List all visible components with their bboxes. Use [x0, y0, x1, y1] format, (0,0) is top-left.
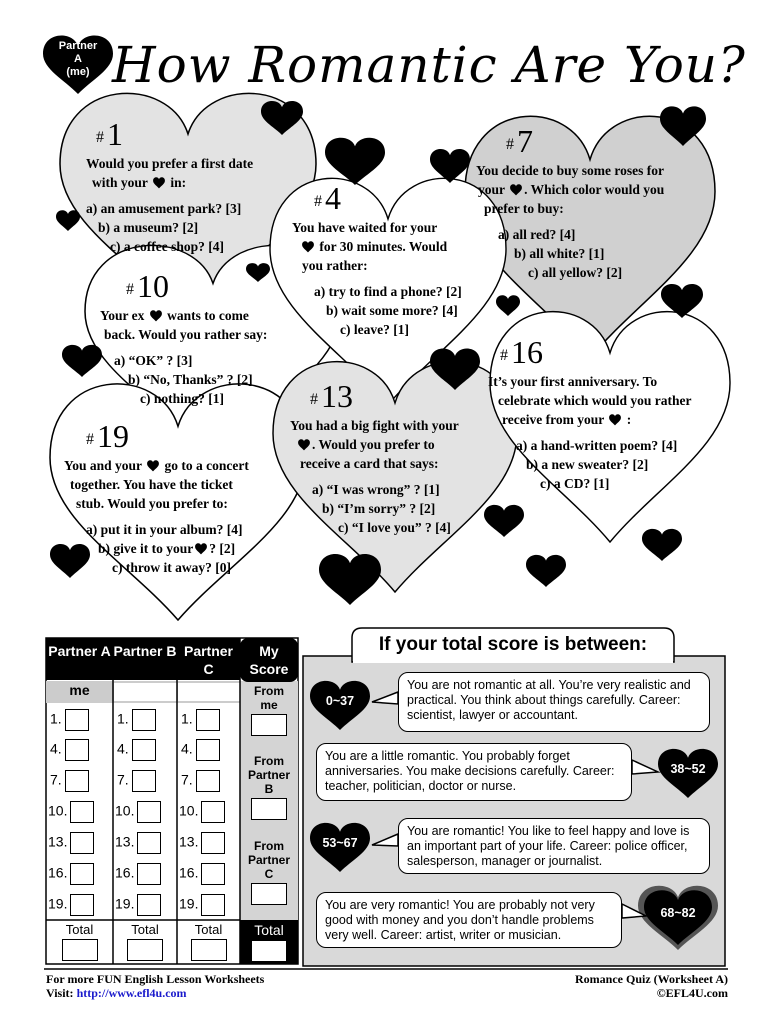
score-box-a[interactable]	[65, 739, 89, 761]
partner-a-badge	[44, 32, 112, 90]
row-label: 7.	[181, 771, 193, 788]
question-text: You and your	[64, 457, 142, 473]
option: ? [2]	[209, 540, 236, 556]
question-text: You had a big fight with your	[290, 417, 459, 433]
score-box-a[interactable]	[70, 832, 94, 854]
question-16: #16 It’s your first anniversary. To celebrate which would you rather receive from your : a) a hand-written poem? [4] b) a new sweater? [2] c) a CD? [1]	[488, 334, 692, 491]
question-text: with your	[92, 174, 148, 190]
score-box-b[interactable]	[132, 739, 156, 761]
from-label: me	[260, 698, 278, 712]
table-row	[48, 832, 94, 854]
score-box-a[interactable]	[70, 801, 94, 823]
score-box-a[interactable]	[65, 770, 89, 792]
total-box-b[interactable]	[127, 939, 163, 961]
from-label: From	[254, 684, 284, 698]
option: b) a new sweater? [2]	[526, 456, 649, 472]
result-range-2: 38~52	[670, 762, 706, 776]
question-10: #10 Your ex wants to come back. Would you rather say: a) “OK” ? [3] b) “No, Thanks” ? [2] c) nothing? [1]	[100, 268, 268, 406]
from-partner-b	[240, 754, 298, 820]
from-me	[240, 684, 298, 736]
total-box-my-score[interactable]	[251, 940, 287, 962]
question-number: 1	[107, 116, 123, 152]
score-box-a[interactable]	[70, 894, 94, 916]
footer-text: Romance Quiz (Worksheet A)	[575, 972, 728, 986]
question-text: for 30 minutes. Would	[319, 238, 448, 254]
question-text: Your ex	[100, 307, 145, 323]
table-row	[48, 894, 94, 916]
row-label: 1.	[181, 710, 193, 727]
heart-icon	[508, 183, 524, 195]
score-box-b[interactable]	[137, 801, 161, 823]
score-box-b[interactable]	[132, 709, 156, 731]
option: c) nothing? [1]	[140, 390, 224, 406]
question-text: receive from your	[502, 411, 604, 427]
row-label: 1.	[50, 710, 62, 727]
option: b) “I’m sorry” ? [2]	[322, 500, 436, 516]
question-text: in:	[170, 174, 187, 190]
total-b	[113, 922, 177, 961]
score-box-c[interactable]	[201, 863, 225, 885]
table-row	[181, 739, 220, 761]
result-range-3: 53~67	[322, 836, 358, 850]
option: a) “OK” ? [3]	[114, 352, 193, 368]
table-row	[115, 894, 161, 916]
table-row	[50, 739, 89, 761]
row-label: 4.	[117, 740, 129, 757]
row-label: 10.	[179, 802, 199, 819]
result-range-4: 68~82	[660, 906, 696, 920]
question-number: 19	[97, 418, 129, 454]
question-13: #13 You had a big fight with your . Would you prefer to receive a card that says: a) “I was wrong” ? [1] b) “I’m sorry” ? [2] c) “I love you” ? [4]	[290, 378, 459, 535]
option: a) an amusement park? [3]	[86, 200, 242, 216]
table-row	[179, 894, 225, 916]
heart-icon	[145, 459, 161, 471]
small-heart-icon	[319, 554, 381, 605]
row-label: 13.	[48, 833, 68, 850]
row-label: 10.	[115, 802, 135, 819]
table-row	[115, 863, 161, 885]
footer-text: For more FUN English Lesson Worksheets	[46, 972, 265, 986]
question-text: It’s your first anniversary. To	[488, 373, 658, 389]
row-label: 19.	[179, 895, 199, 912]
question-text: together. You have the ticket	[70, 476, 233, 492]
total-label: Total	[194, 922, 223, 937]
option: c) all yellow? [2]	[528, 264, 623, 280]
from-partner-c	[240, 839, 298, 905]
question-number: 10	[137, 268, 169, 304]
row-label: 16.	[115, 864, 135, 881]
badge-line: (me)	[66, 66, 90, 78]
question-19: #19 You and your go to a concert together. You have the ticket stub. Would you prefer to: a) put it in your album? [4] b) give it to your ? [2] c) throw it away? [0]	[64, 418, 249, 575]
table-row	[179, 832, 225, 854]
question-text: go to a concert	[164, 457, 249, 473]
option: c) leave? [1]	[340, 321, 409, 337]
heart-icon	[148, 309, 164, 321]
option: a) try to find a phone? [2]	[314, 283, 462, 299]
my-score-box-c[interactable]	[251, 883, 287, 905]
footer-left	[46, 972, 264, 1000]
from-label: From	[254, 839, 284, 853]
row-label: 7.	[50, 771, 62, 788]
total-box-a[interactable]	[62, 939, 98, 961]
option: a) “I was wrong” ? [1]	[312, 481, 440, 497]
option: a) a hand-written poem? [4]	[516, 437, 678, 453]
score-box-b[interactable]	[137, 832, 161, 854]
total-box-c[interactable]	[191, 939, 227, 961]
score-box-a[interactable]	[65, 709, 89, 731]
score-box-c[interactable]	[196, 739, 220, 761]
row-label: 1.	[117, 710, 129, 727]
table-row	[181, 709, 220, 731]
question-4: #4 You have waited for your for 30 minutes. Would you rather: a) try to find a phone? [2] b) wait some more? [4] c) leave? [1]	[292, 180, 462, 337]
option: b) give it to your	[98, 540, 194, 556]
question-text: your	[478, 181, 505, 197]
total-my-score	[240, 922, 298, 962]
footer-right	[575, 972, 728, 1000]
option: c) “I love you” ? [4]	[338, 519, 451, 535]
heart-icon	[300, 240, 316, 252]
my-score-box-b[interactable]	[251, 798, 287, 820]
small-heart-icon	[56, 210, 80, 231]
table-row	[117, 770, 156, 792]
score-box-b[interactable]	[137, 863, 161, 885]
option: b) a museum? [2]	[98, 219, 199, 235]
question-text: back. Would you rather say:	[104, 326, 268, 342]
result-range-1: 0~37	[325, 694, 355, 708]
from-label: B	[264, 782, 274, 796]
table-row	[117, 709, 156, 731]
total-c	[177, 922, 240, 961]
from-label: C	[264, 867, 274, 881]
option: a) put it in your album? [4]	[86, 521, 243, 537]
table-row	[115, 801, 161, 823]
score-box-c[interactable]	[201, 801, 225, 823]
question-text: prefer to buy:	[484, 200, 564, 216]
total-label: Total	[131, 922, 159, 937]
row-label: 16.	[48, 864, 68, 881]
results-heading: If your total score is between:	[378, 634, 648, 655]
table-row	[179, 801, 225, 823]
question-number: 13	[321, 378, 353, 414]
question-text: You have waited for your	[292, 219, 438, 235]
small-heart-icon	[484, 505, 524, 537]
question-text: wants to come	[167, 307, 249, 323]
row-label: 4.	[181, 740, 193, 757]
total-label: Total	[254, 922, 284, 938]
heart-icon	[151, 176, 167, 188]
score-box-c[interactable]	[196, 709, 220, 731]
question-text: :	[626, 411, 632, 427]
small-heart-icon	[430, 149, 470, 183]
row-label: 10.	[48, 802, 68, 819]
heart-icon	[296, 438, 312, 450]
option: b) wait some more? [4]	[326, 302, 458, 318]
total-label: Total	[65, 922, 94, 937]
question-number: 16	[511, 334, 543, 370]
my-score-box-me[interactable]	[251, 714, 287, 736]
row-label: 4.	[50, 740, 62, 757]
question-text: . Which color would you	[524, 181, 665, 197]
small-heart-icon	[642, 529, 682, 561]
table-row	[115, 832, 161, 854]
table-row	[50, 770, 89, 792]
result-text-3: You are romantic! You like to feel happy and love is an important part of your life. Career: police officer, salesperson, manager or journalist.	[398, 818, 710, 874]
row-label: 19.	[48, 895, 68, 912]
header-my-score: My Score	[249, 643, 289, 677]
from-label: Partner	[247, 853, 291, 867]
question-number: 7	[517, 123, 533, 159]
table-row	[50, 709, 89, 731]
option: c) a CD? [1]	[540, 475, 610, 491]
footer-text: Visit:	[46, 986, 77, 1000]
table-row	[48, 801, 94, 823]
badge-line: A	[74, 53, 82, 65]
badge-line: Partner	[58, 40, 98, 52]
row-label: 13.	[115, 833, 135, 850]
question-text: celebrate which would you rather	[498, 392, 692, 408]
page-title: How Romantic Are You?	[112, 36, 746, 94]
footer-text: ©EFL4U.com	[656, 986, 728, 1000]
row-label: 13.	[179, 833, 199, 850]
score-box-c[interactable]	[201, 832, 225, 854]
row-label: 19.	[115, 895, 135, 912]
question-text: stub. Would you prefer to:	[76, 495, 228, 511]
option: b) all white? [1]	[514, 245, 605, 261]
question-text: Would you prefer a first date	[86, 155, 254, 171]
result-text-4: You are very romantic! You are probably not very good with money and you don’t handle problems very well. Career: artist, writer or musician.	[316, 892, 622, 948]
question-text: you rather:	[302, 257, 368, 273]
website-link[interactable]: http://www.efl4u.com	[76, 986, 187, 1000]
header-partner-c: Partner C	[177, 638, 240, 680]
small-heart-icon	[496, 295, 520, 316]
option: a) all red? [4]	[498, 226, 576, 242]
header-partner-a: Partner A	[46, 638, 113, 680]
small-heart-icon	[526, 555, 566, 587]
option: c) throw it away? [0]	[112, 559, 231, 575]
heart-icon	[607, 413, 623, 425]
result-text-2: You are a little romantic. You probably forget anniversaries. You make decisions carefully. Career: teacher, politician, doctor or nurse.	[316, 743, 632, 801]
result-text-1: You are not romantic at all. You’re very realistic and practical. You think about things carefully. Career: scientist, lawyer or accountant.	[398, 672, 710, 732]
option: b) “No, Thanks” ? [2]	[128, 371, 253, 387]
heart-icon	[193, 542, 209, 554]
row-label: 16.	[179, 864, 199, 881]
from-label: Partner	[247, 768, 291, 782]
from-label: From	[254, 754, 284, 768]
table-row	[117, 739, 156, 761]
score-box-a[interactable]	[70, 863, 94, 885]
table-row	[48, 863, 94, 885]
row-label: 7.	[117, 771, 129, 788]
option: c) a coffee shop? [4]	[110, 238, 224, 254]
table-row	[179, 863, 225, 885]
score-table	[46, 638, 298, 964]
me-label: me	[69, 682, 90, 698]
question-1: #1 Would you prefer a first date with your in: a) an amusement park? [3] b) a museum? [2] c) a coffee shop? [4]	[86, 116, 254, 254]
question-number: 4	[325, 180, 341, 216]
header-partner-b: Partner B	[113, 638, 177, 680]
total-a	[46, 922, 113, 961]
small-heart-icon	[62, 345, 102, 377]
score-box-b[interactable]	[137, 894, 161, 916]
question-text: receive a card that says:	[300, 455, 439, 471]
question-text: . Would you prefer to	[312, 436, 435, 452]
table-row	[181, 770, 220, 792]
score-box-c[interactable]	[201, 894, 225, 916]
question-7: #7 You decide to buy some roses for your . Which color would you prefer to buy: a) all red? [4] b) all white? [1] c) all yellow? [2]	[476, 123, 665, 280]
score-box-c[interactable]	[196, 770, 220, 792]
score-box-b[interactable]	[132, 770, 156, 792]
question-text: You decide to buy some roses for	[476, 162, 664, 178]
